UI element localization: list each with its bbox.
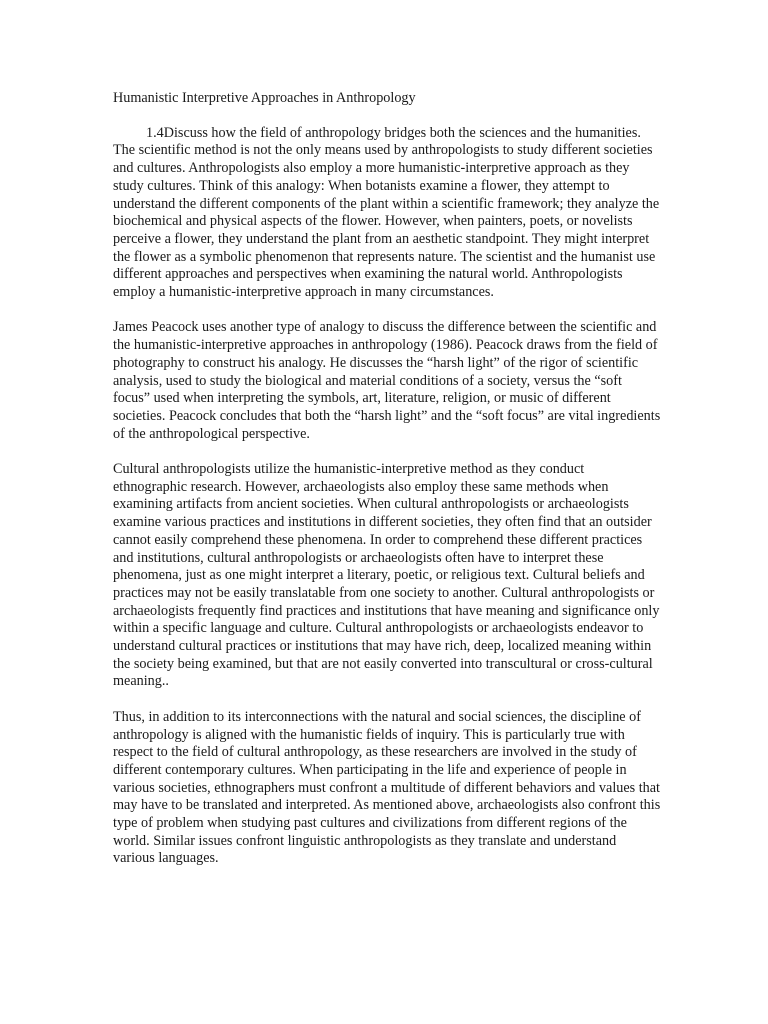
paragraph-1: 1.4Discuss how the field of anthropology bridges both the sciences and the humanities. The scientific method is not the only means used by anthropologists to study different societies and cultures. Anthropologists also employ a more humanistic-interpretive approach as they study cultures. Think of this analogy: When botanists examine a flower, they attempt to understand the different components of the plant within a scientific framework; they analyze the biochemical and physical aspects of the flower. However, when painters, poets, or novelists perceive a flower, they understand the plant from an aesthetic standpoint. They might interpret the flower as a symbolic phenomenon that represents nature. The scientist and the humanist use different approaches and perspectives when examining the natural world. Anthropologists employ a humanistic-interpretive approach in many circumstances.: [113, 124, 660, 301]
paragraph-3: Cultural anthropologists utilize the humanistic-interpretive method as they conduct ethnographic research. However, archaeologists also employ these same methods when examining artifacts from ancient societies. When cultural anthropologists or archaeologists examine various practices and institutions in different societies, they often find that an outsider cannot easily comprehend these phenomena. In order to comprehend these different practices and institutions, cultural anthropologists or archaeologists often have to interpret these phenomena, just as one might interpret a literary, poetic, or religious text. Cultural beliefs and practices may not be easily translatable from one society to another. Cultural anthropologists or archaeologists frequently find practices and institutions that have meaning and significance only within a specific language and culture. Cultural anthropologists or archaeologists endeavor to understand cultural practices or institutions that may have rich, deep, localized meaning within the society being examined, but that are not easily converted into transcultural or cross-cultural meaning..: [113, 461, 660, 690]
paragraph-2: James Peacock uses another type of analogy to discuss the difference between the scientific and the humanistic-interpretive approaches in anthropology (1986). Peacock draws from the field of photography to construct his analogy. He discusses the “harsh light” of the rigor of scientific analysis, used to study the biological and material conditions of a society, versus the “soft focus” used when interpreting the symbols, art, literature, religion, or music of different societies. Peacock concludes that both the “harsh light” and the “soft focus” are vital ingredients of the anthropological perspective.: [113, 319, 661, 442]
document-page: [113, 90, 661, 886]
paragraph-4: Thus, in addition to its interconnections with the natural and social sciences, the discipline of anthropology is aligned with the humanistic fields of inquiry. This is particularly true with respect to the field of cultural anthropology, as these researchers are involved in the study of different contemporary cultures. When participating in the life and experience of people in various societies, ethnographers must confront a multitude of different behaviors and values that may have to be translated and interpreted. As mentioned above, archaeologists also confront this type of problem when studying past cultures and civilizations from different regions of the world. Similar issues confront linguistic anthropologists as they translate and understand various languages.: [113, 708, 661, 867]
document-title: Humanistic Interpretive Approaches in Anthropology: [113, 90, 416, 106]
